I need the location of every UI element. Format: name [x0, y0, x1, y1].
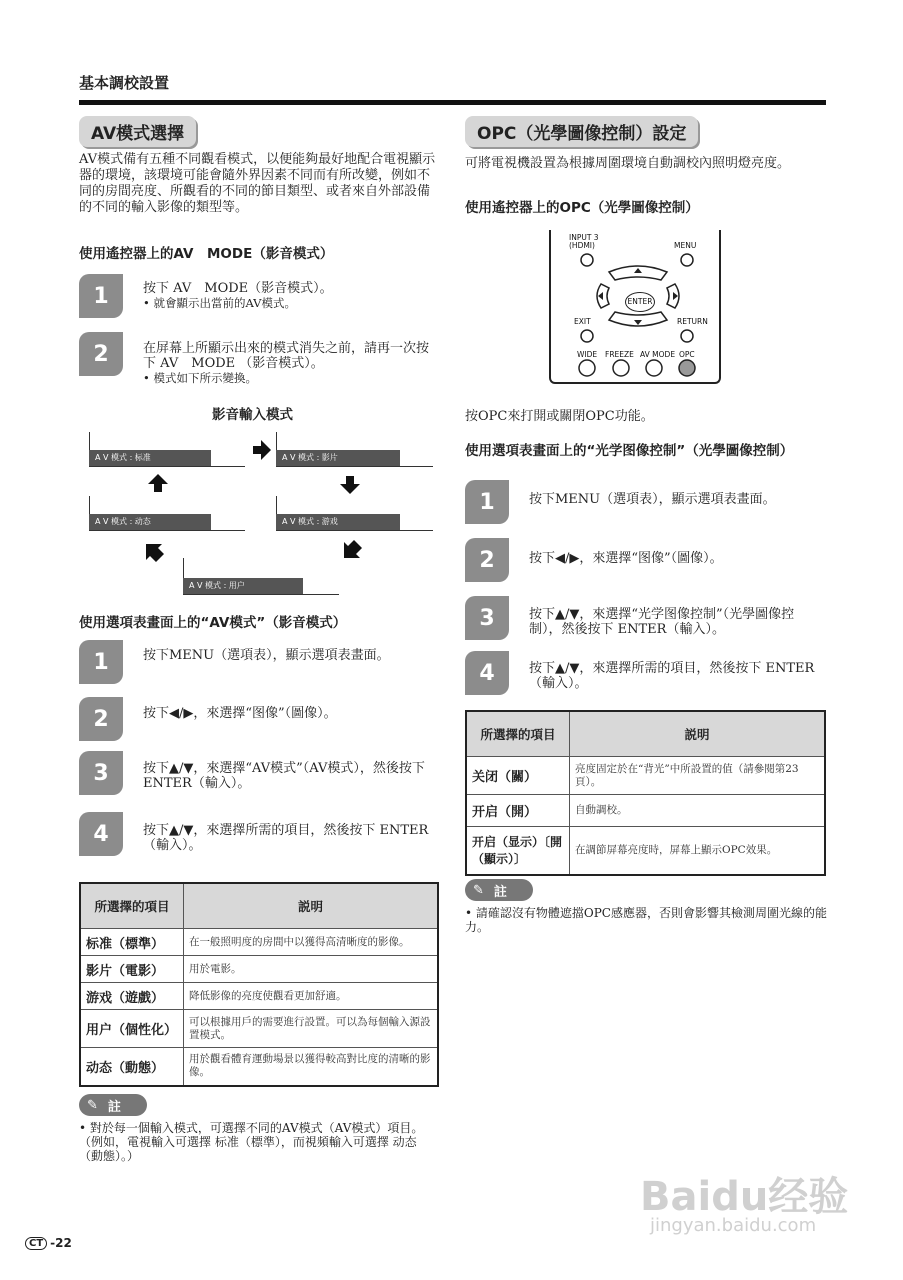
osd-game: A V 模式 : 游戏 [276, 514, 400, 530]
opc-remote-heading: 使用遙控器上的OPC（光學圖像控制） [465, 200, 699, 216]
table-row [466, 827, 825, 875]
header-rule [79, 100, 826, 105]
av-remote-step-2-bullet: • 模式如下所示變換。 [143, 371, 257, 385]
table-row [80, 983, 438, 1010]
av-remote-step-1-text: 按下 AV MODE（影音模式）。 [143, 281, 333, 296]
table-item: 开启（显示）〔開（顯示）〕 [466, 827, 570, 875]
remote-opc-label: OPC [679, 350, 695, 359]
remote-menu-label: MENU [674, 241, 697, 250]
opc-menu-step-3-number: 3 [465, 596, 509, 640]
arrow-up-icon [148, 474, 168, 492]
watermark-brand: Baidu经验 [640, 1174, 849, 1220]
opc-section-title: OPC（光學圖像控制）設定 [465, 116, 698, 147]
av-mode-table [79, 882, 439, 1087]
table-item: 关闭（關） [466, 757, 570, 795]
osd-movie: A V 模式 : 影片 [276, 450, 400, 466]
av-mode-intro: AV模式備有五種不同觀看模式，以便能夠最好地配合電視顯示器的環境，該環境可能會隨外界因素不同而有所改變，例如不同的房間亮度、所觀看的不同的節目類型、或者來自外部設備的不同的輸入影像的類型等。 [79, 152, 436, 215]
arrow-up-left-icon [146, 544, 164, 562]
remote-wide-label: WIDE [577, 350, 598, 359]
table-header-item: 所選擇的項目 [80, 883, 184, 929]
right-note-label [465, 879, 533, 901]
remote-exit-label: EXIT [574, 317, 591, 326]
right-note-text: • 請確認沒有物體遮擋OPC感應器，否則會影響其檢測周圍光線的能力。 [465, 906, 827, 934]
arrow-right-icon [253, 440, 271, 460]
remote-return-label: RETURN [677, 317, 708, 326]
opc-menu-step-3-text: 按下▲/▼，來選擇“光学图像控制”（光學圖像控制），然後按下 ENTER（輸入）。 [529, 607, 795, 637]
av-menu-step-1-number: 1 [79, 640, 123, 684]
table-item: 游戏（遊戲） [80, 983, 184, 1010]
table-desc: 自動調校。 [570, 795, 826, 827]
table-header-item: 所選擇的項目 [466, 711, 570, 757]
table-desc: 用於電影。 [184, 956, 439, 983]
av-remote-step-1-number: 1 [79, 274, 123, 318]
watermark-url: jingyan.baidu.com [650, 1215, 817, 1236]
av-mode-section-title: AV模式選擇 [79, 116, 196, 147]
table-desc: 在調節屏幕亮度時，屏幕上顯示OPC效果。 [570, 827, 826, 875]
table-row [466, 795, 825, 827]
table-desc: 在一般照明度的房間中以獲得高清晰度的影像。 [184, 929, 439, 956]
left-note-label [79, 1094, 147, 1116]
av-diagram-title: 影音輸入模式 [212, 407, 293, 423]
osd-dynamic: A V 模式 : 动态 [89, 514, 211, 530]
osd-standard: A V 模式 : 标准 [89, 450, 211, 466]
osd-user: A V 模式 : 用户 [183, 578, 303, 594]
pencil-icon: ✎ [473, 882, 484, 898]
left-note-text: • 對於每一個輸入模式，可選擇不同的AV模式（AV模式）項目。（例如，電視輸入可選擇 标准（標準），而視頻輸入可選擇 动态（動態）。） [79, 1121, 424, 1163]
table-item: 动态（動態） [80, 1048, 184, 1086]
remote-freeze-label: FREEZE [605, 350, 634, 359]
av-menu-step-2-text: 按下◀/▶，來選擇“图像”（圖像）。 [143, 706, 337, 721]
opc-menu-step-4-number: 4 [465, 651, 509, 695]
av-menu-heading: 使用選項表畫面上的“AV模式”（影音模式） [79, 615, 347, 631]
remote-avmode-button [646, 360, 662, 376]
av-remote-step-2 [143, 341, 439, 385]
table-row [466, 757, 825, 795]
table-item: 开启（開） [466, 795, 570, 827]
table-row [80, 956, 438, 983]
table-header-row [466, 711, 825, 757]
remote-exit-button [581, 330, 593, 342]
av-remote-heading: 使用遙控器上的AV MODE（影音模式） [79, 246, 334, 262]
footer-page-number: -22 [50, 1236, 72, 1250]
remote-opc-button [679, 360, 695, 376]
remote-input3-button [581, 254, 593, 266]
right-note-label-text: 註 [493, 884, 507, 900]
remote-input3-text: INPUT 3 [569, 233, 599, 242]
remote-buttons [551, 230, 719, 382]
table-row [80, 1010, 438, 1048]
table-row [80, 1048, 438, 1086]
opc-intro: 可將電視機設置為根據周圍環境自動調校內照明燈亮度。 [465, 156, 791, 171]
arrow-down-icon [340, 476, 360, 494]
table-header-row [80, 883, 438, 929]
footer-ct-badge: CT [25, 1237, 47, 1250]
av-menu-step-3-number: 3 [79, 751, 123, 795]
remote-freeze-button [613, 360, 629, 376]
left-note-label-text: 註 [107, 1099, 121, 1115]
pencil-icon: ✎ [87, 1097, 98, 1113]
opc-menu-step-2-number: 2 [465, 538, 509, 582]
page-header-title: 基本調校設置 [79, 74, 170, 92]
table-desc: 用於觀看體育運動場景以獲得較高對比度的清晰的影像。 [184, 1048, 439, 1086]
remote-wide-button [579, 360, 595, 376]
opc-menu-step-4-text: 按下▲/▼，來選擇所需的項目，然後按下 ENTER（輸入）。 [529, 661, 815, 691]
table-header-desc: 説明 [570, 711, 826, 757]
opc-toggle-text: 按OPC來打開或關閉OPC功能。 [465, 409, 654, 424]
table-header-desc: 説明 [184, 883, 439, 929]
table-desc: 降低影像的亮度使觀看更加舒適。 [184, 983, 439, 1010]
av-cycle-arrows [80, 430, 440, 610]
av-menu-step-2-number: 2 [79, 697, 123, 741]
remote-illustration [549, 230, 721, 384]
opc-table [465, 710, 826, 876]
opc-menu-heading: 使用選項表畫面上的“光学图像控制”（光學圖像控制） [465, 443, 794, 459]
av-menu-step-1-text: 按下MENU（選項表），顯示選項表畫面。 [143, 648, 390, 663]
table-item: 用户（個性化） [80, 1010, 184, 1048]
opc-menu-step-1-number: 1 [465, 480, 509, 524]
table-item: 标准（標準） [80, 929, 184, 956]
opc-menu-step-2-text: 按下◀/▶，來選擇“图像”（圖像）。 [529, 551, 723, 566]
av-menu-step-4-text: 按下▲/▼，來選擇所需的項目，然後按下 ENTER（輸入）。 [143, 823, 429, 853]
remote-avmode-label: AV MODE [640, 350, 676, 359]
table-row [80, 929, 438, 956]
av-remote-step-1-bullet: • 就會顯示出當前的AV模式。 [143, 296, 296, 310]
table-desc: 亮度固定於在“背光”中所設置的值（請參閱第23頁）。 [570, 757, 826, 795]
table-item: 影片（電影） [80, 956, 184, 983]
av-remote-step-2-text: 在屏幕上所顯示出來的模式消失之前，請再一次按下 AV MODE （影音模式）。 [143, 341, 430, 371]
av-remote-step-1 [143, 281, 439, 310]
arrow-down-left-icon [344, 540, 362, 558]
av-remote-step-2-number: 2 [79, 332, 123, 376]
av-menu-step-4-number: 4 [79, 812, 123, 856]
table-desc: 可以根據用戶的需要進行設置。可以為每個輸入源設置模式。 [184, 1010, 439, 1048]
remote-return-button [681, 330, 693, 342]
page-footer [25, 1236, 72, 1250]
remote-hdmi-text: (HDMI) [569, 241, 595, 250]
remote-menu-button [681, 254, 693, 266]
av-menu-step-3-text: 按下▲/▼，來選擇“AV模式”（AV模式），然後按下 ENTER（輸入）。 [143, 761, 425, 791]
remote-enter-button[interactable]: ENTER [625, 292, 655, 312]
opc-menu-step-1-text: 按下MENU（選項表），顯示選項表畫面。 [529, 492, 776, 507]
